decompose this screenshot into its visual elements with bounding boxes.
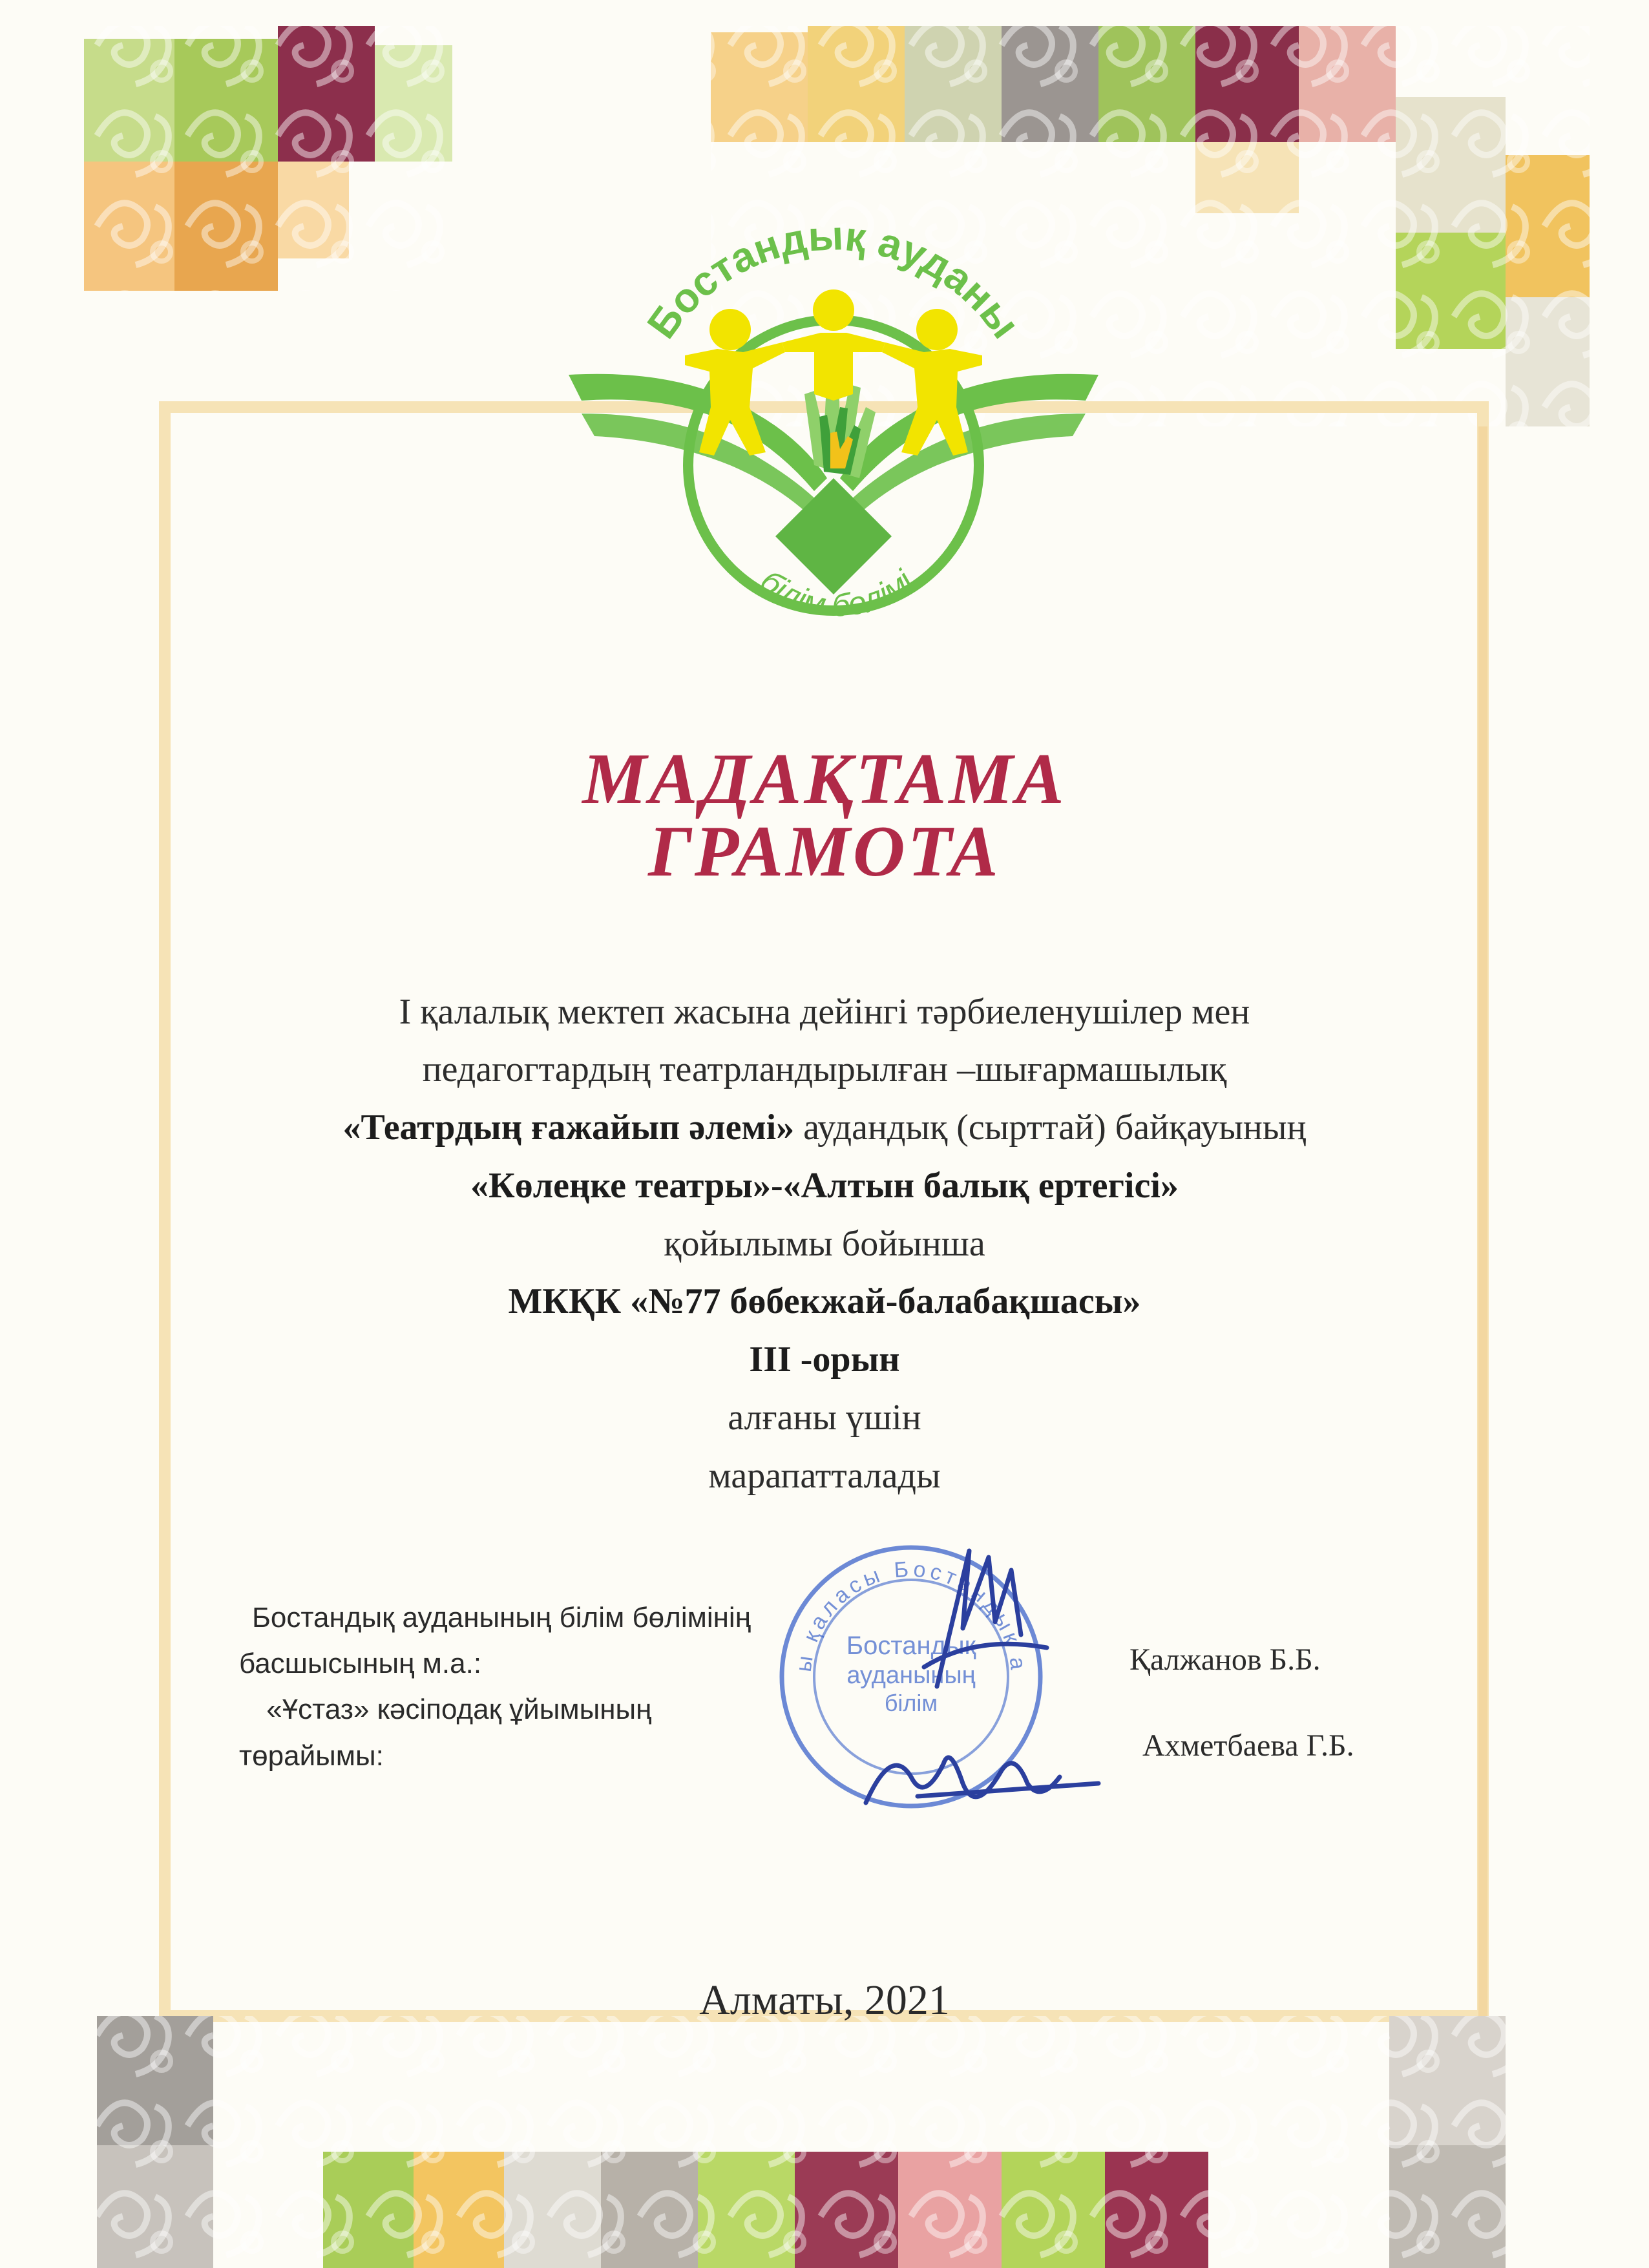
recipient-name: МКҚК «№77 бөбекжай-балабақшасы» xyxy=(508,1281,1141,1321)
svg-text:Алматы қаласы Бостандық ауданы: ы қаласы Бостандық а xyxy=(791,1557,1031,1675)
signature-2 xyxy=(853,1706,1124,1835)
contest-name: «Театрдың ғажайып әлемі» xyxy=(342,1108,795,1148)
place-award: ІІІ -орын xyxy=(749,1339,900,1380)
signer1-name: Қалжанов Б.Б. xyxy=(1129,1643,1321,1677)
logo-top-text: Бостандық ауданы xyxy=(638,220,1029,347)
stamp-text-1: Бостандық xyxy=(846,1632,976,1660)
body-line-4: «Көлеңке театры»-«Алтын балық ертегісі» xyxy=(470,1166,1179,1206)
body-line-5: қойылымы бойынша xyxy=(664,1224,985,1264)
title-line1: МАДАҚТАМА xyxy=(582,739,1067,819)
bottom-left-tiles xyxy=(97,2016,698,2268)
top-left-tiles xyxy=(84,26,452,291)
logo-bottom-text: білім бөлімі xyxy=(753,562,921,624)
body-line-2: педагогтардың театрландырылған –шығармашылық xyxy=(422,1049,1227,1089)
stamp-text-2: ауданының xyxy=(846,1662,976,1689)
stamp-text-3: білім xyxy=(884,1690,938,1716)
signer1-title-line1: Бостандық ауданының білім бөлімінің xyxy=(252,1602,751,1633)
city-year: Алматы, 2021 xyxy=(699,1977,950,2024)
logo-emblem xyxy=(556,220,1111,672)
body-line-1: І қалалық мектеп жасына дейінгі тәрбиеленушілер мен xyxy=(399,992,1250,1032)
body-line-3 xyxy=(0,1109,1649,1146)
signer2-title-line2: төрайымы: xyxy=(239,1740,384,1772)
body-line-8: алғаны үшін xyxy=(728,1398,921,1438)
signer2-title-line1: «Ұстаз» кәсіподақ ұйымының xyxy=(258,1694,652,1725)
contest-desc: аудандық (сырттай) байқауының xyxy=(794,1108,1307,1148)
signer2-name: Ахметбаева Г.Б. xyxy=(1142,1728,1354,1763)
signature-1 xyxy=(898,1538,1066,1699)
signer1-title-line2: басшысының м.а.: xyxy=(239,1648,482,1679)
bottom-right-tiles xyxy=(698,2016,1506,2268)
logo xyxy=(556,220,1111,672)
title-line2: ГРАМОТА xyxy=(648,812,1001,892)
body-line-9: марапатталады xyxy=(708,1456,941,1496)
